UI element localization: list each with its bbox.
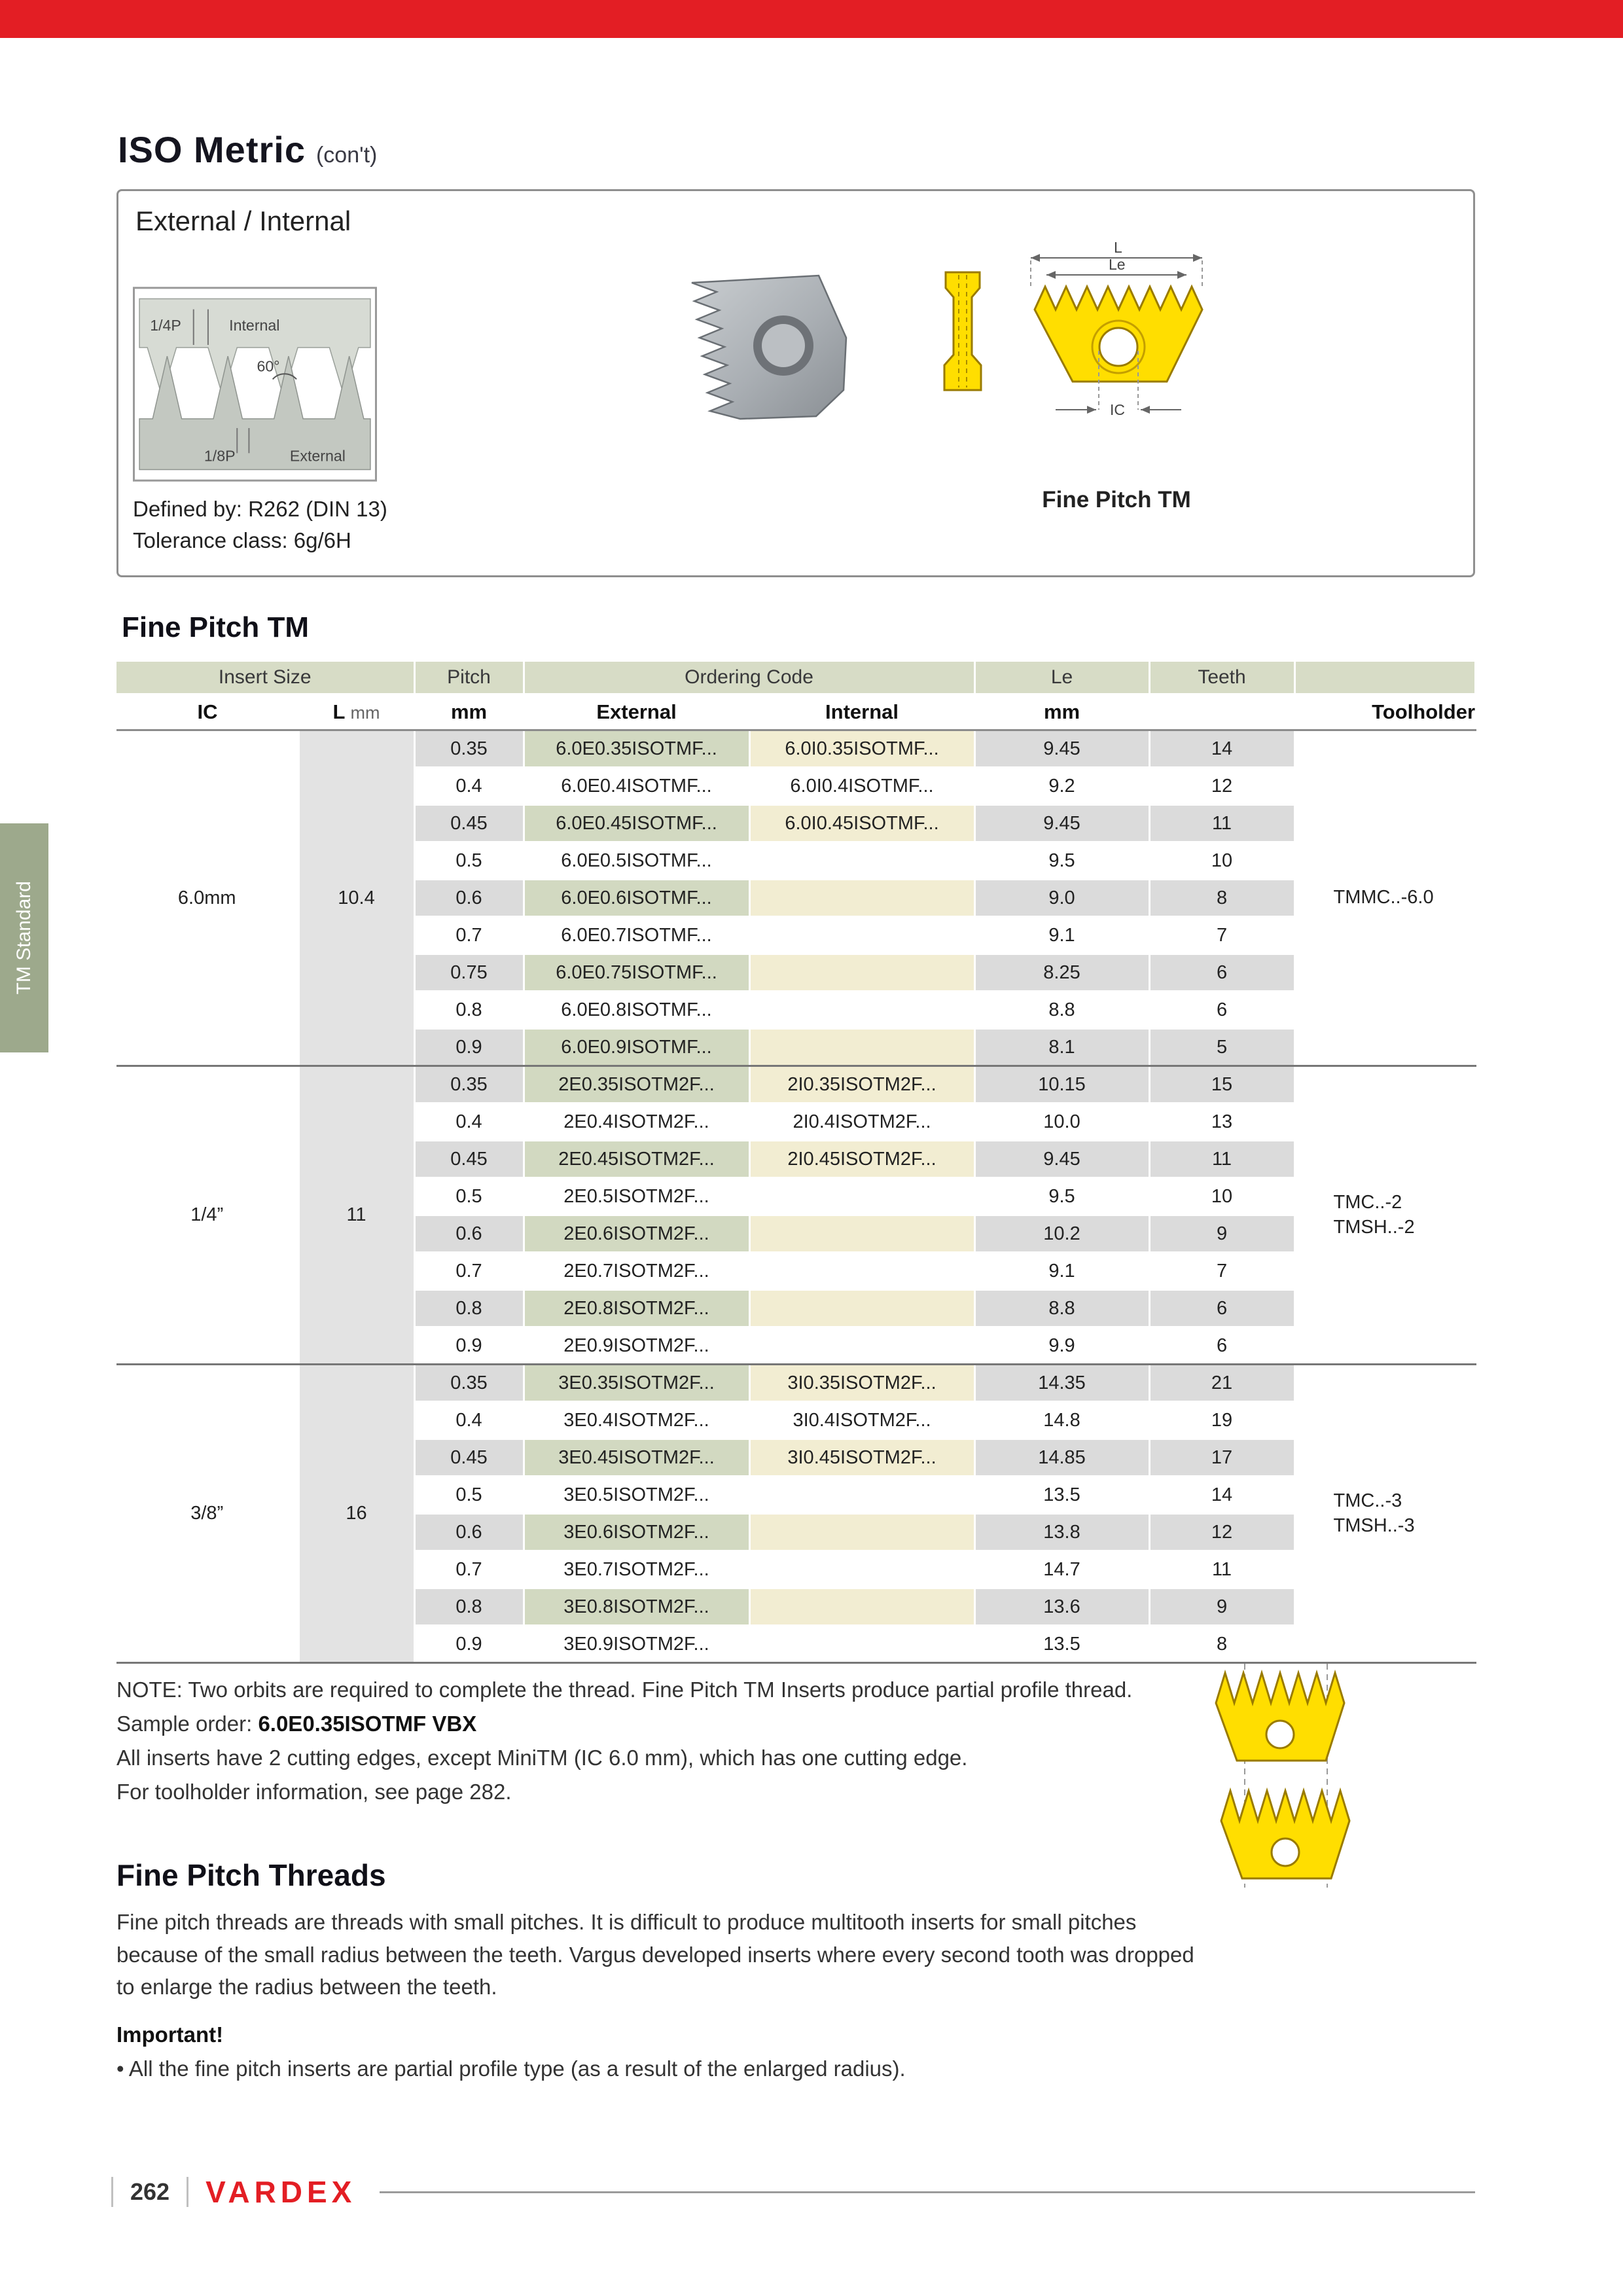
header-l-label: L — [332, 700, 346, 723]
header-ic: IC — [116, 694, 298, 730]
internal-code-cell — [749, 1327, 974, 1365]
header-teeth: Teeth — [1149, 662, 1294, 694]
teeth-cell: 12 — [1149, 768, 1294, 805]
pitch-cell: 0.5 — [414, 842, 524, 880]
le-cell: 9.5 — [974, 1178, 1149, 1215]
l-cell: 10.4 — [298, 730, 414, 1066]
header-spacer — [1294, 662, 1475, 694]
vardex-logo: VARDEX — [205, 2175, 357, 2209]
internal-code-cell — [749, 1477, 974, 1514]
toolholder-cell: TMC..-3 TMSH..-3 — [1294, 1365, 1475, 1663]
teeth-cell: 14 — [1149, 730, 1294, 768]
teeth-cell: 11 — [1149, 1551, 1294, 1588]
pitch-cell: 0.7 — [414, 1253, 524, 1290]
label-60deg: 60° — [257, 357, 280, 375]
pitch-cell: 0.35 — [414, 730, 524, 768]
external-code-cell: 2E0.4ISOTM2F... — [524, 1103, 749, 1141]
sample-order-label: Sample order: — [116, 1712, 259, 1736]
insert-dimension-drawing — [1015, 241, 1218, 431]
definition-text — [133, 493, 387, 556]
teeth-cell: 9 — [1149, 1588, 1294, 1626]
le-cell: 9.45 — [974, 805, 1149, 842]
label-quarter-pitch: 1/4P — [150, 316, 181, 334]
internal-code-cell — [749, 1215, 974, 1253]
external-code-cell: 2E0.9ISOTM2F... — [524, 1327, 749, 1365]
page-title-suffix: (con't) — [315, 143, 378, 168]
pitch-cell: 0.5 — [414, 1477, 524, 1514]
teeth-cell: 15 — [1149, 1066, 1294, 1103]
teeth-cell: 11 — [1149, 1141, 1294, 1178]
internal-code-cell — [749, 1514, 974, 1551]
external-code-cell: 3E0.4ISOTM2F... — [524, 1402, 749, 1439]
internal-code-cell: 6.0I0.35ISOTMF... — [749, 730, 974, 768]
sidebar-tab-tm-standard[interactable] — [0, 823, 48, 1052]
footer-rule — [380, 2191, 1475, 2193]
le-cell: 9.5 — [974, 842, 1149, 880]
teeth-cell: 6 — [1149, 1327, 1294, 1365]
pitch-cell: 0.75 — [414, 954, 524, 992]
header-le: Le — [974, 662, 1149, 694]
threads-section-body: Fine pitch threads are threads with small pitches. It is difficult to produce multitooth inserts for small pitches because of the small radius between the teeth. Vargus developed inserts where every second tooth was dropped to enlarge the radius between the teeth. — [116, 1910, 1194, 1999]
fine-pitch-table-body — [116, 730, 1475, 1663]
le-cell: 9.1 — [974, 1253, 1149, 1290]
le-cell: 10.2 — [974, 1215, 1149, 1253]
ic-cell: 1/4” — [116, 1066, 298, 1365]
fine-pitch-insert-illustration — [1211, 1661, 1368, 1890]
panel-caption: Fine Pitch TM — [1042, 487, 1191, 512]
threads-section-heading: Fine Pitch Threads — [116, 1858, 386, 1892]
page-title-text: ISO Metric — [118, 129, 306, 170]
internal-code-cell: 2I0.45ISOTM2F... — [749, 1141, 974, 1178]
teeth-cell: 6 — [1149, 1290, 1294, 1327]
external-code-cell: 3E0.9ISOTM2F... — [524, 1626, 749, 1663]
external-code-cell: 2E0.8ISOTM2F... — [524, 1290, 749, 1327]
pitch-cell: 0.6 — [414, 1514, 524, 1551]
external-code-cell: 6.0E0.75ISOTMF... — [524, 954, 749, 992]
internal-code-cell — [749, 1290, 974, 1327]
header-pitch: Pitch — [414, 662, 524, 694]
note-line: NOTE: Two orbits are required to complete the thread. Fine Pitch TM Inserts produce partial profile thread. — [116, 1677, 1133, 1702]
teeth-cell: 13 — [1149, 1103, 1294, 1141]
pitch-cell: 0.9 — [414, 1029, 524, 1066]
internal-code-cell: 6.0I0.4ISOTMF... — [749, 768, 974, 805]
internal-code-cell — [749, 954, 974, 992]
external-code-cell: 3E0.7ISOTM2F... — [524, 1551, 749, 1588]
le-cell: 13.5 — [974, 1477, 1149, 1514]
important-bullet: • All the fine pitch inserts are partial profile type (as a result of the enlarged radius). — [116, 2056, 906, 2081]
le-cell: 9.9 — [974, 1327, 1149, 1365]
external-code-cell: 6.0E0.7ISOTMF... — [524, 917, 749, 954]
toolholder-info-line: For toolholder information, see page 282. — [116, 1780, 512, 1804]
teeth-cell: 8 — [1149, 880, 1294, 917]
table-row — [116, 1066, 1475, 1103]
internal-code-cell — [749, 880, 974, 917]
pitch-cell: 0.4 — [414, 1103, 524, 1141]
header-teeth-spacer — [1149, 694, 1294, 730]
sample-order-line — [116, 1707, 1132, 1741]
external-code-cell: 2E0.45ISOTM2F... — [524, 1141, 749, 1178]
internal-code-cell: 3I0.35ISOTM2F... — [749, 1365, 974, 1402]
table-row — [116, 1365, 1475, 1402]
external-code-cell: 6.0E0.35ISOTMF... — [524, 730, 749, 768]
le-cell: 8.8 — [974, 992, 1149, 1029]
internal-code-cell: 3I0.4ISOTM2F... — [749, 1402, 974, 1439]
pitch-cell: 0.7 — [414, 1551, 524, 1588]
pitch-cell: 0.9 — [414, 1626, 524, 1663]
pitch-cell: 0.35 — [414, 1066, 524, 1103]
internal-code-cell — [749, 842, 974, 880]
internal-code-cell — [749, 1253, 974, 1290]
internal-code-cell — [749, 1588, 974, 1626]
l-cell: 11 — [298, 1066, 414, 1365]
external-code-cell: 2E0.7ISOTM2F... — [524, 1253, 749, 1290]
thread-profile-diagram — [133, 287, 377, 482]
pitch-cell: 0.5 — [414, 1178, 524, 1215]
le-cell: 9.1 — [974, 917, 1149, 954]
header-l-mm — [298, 694, 414, 730]
le-cell: 10.0 — [974, 1103, 1149, 1141]
page-title — [118, 128, 377, 171]
teeth-cell: 8 — [1149, 1626, 1294, 1663]
internal-code-cell: 2I0.35ISOTM2F... — [749, 1066, 974, 1103]
header-pitch-unit: mm — [414, 694, 524, 730]
l-cell: 16 — [298, 1365, 414, 1663]
sample-order-code: 6.0E0.35ISOTMF VBX — [258, 1712, 477, 1736]
header-insert-size: Insert Size — [116, 662, 414, 694]
external-code-cell: 3E0.45ISOTM2F... — [524, 1439, 749, 1477]
table-heading: Fine Pitch TM — [122, 611, 309, 643]
pitch-cell: 0.6 — [414, 1215, 524, 1253]
insert-photo-illustration — [662, 259, 878, 436]
teeth-cell: 6 — [1149, 992, 1294, 1029]
ic-cell: 6.0mm — [116, 730, 298, 1066]
le-cell: 14.8 — [974, 1402, 1149, 1439]
pitch-cell: 0.35 — [414, 1365, 524, 1402]
header-ordering-code: Ordering Code — [524, 662, 974, 694]
important-label: Important! — [116, 2022, 224, 2047]
pitch-cell: 0.6 — [414, 880, 524, 917]
table-header-row-2 — [116, 694, 1475, 730]
external-code-cell: 3E0.35ISOTM2F... — [524, 1365, 749, 1402]
footer-page-number: 262 — [130, 2178, 170, 2205]
defined-by-line: Defined by: R262 (DIN 13) — [133, 497, 387, 521]
top-red-bar — [0, 0, 1623, 38]
external-code-cell: 3E0.8ISOTM2F... — [524, 1588, 749, 1626]
teeth-cell: 21 — [1149, 1365, 1294, 1402]
internal-code-cell — [749, 1626, 974, 1663]
toolholder-cell: TMC..-2 TMSH..-2 — [1294, 1066, 1475, 1365]
external-code-cell: 6.0E0.6ISOTMF... — [524, 880, 749, 917]
teeth-cell: 10 — [1149, 1178, 1294, 1215]
pitch-cell: 0.9 — [414, 1327, 524, 1365]
header-l-unit: mm — [350, 703, 380, 723]
internal-code-cell: 3I0.45ISOTM2F... — [749, 1439, 974, 1477]
le-cell: 9.45 — [974, 1141, 1149, 1178]
le-cell: 14.7 — [974, 1551, 1149, 1588]
dim-l-label: L — [1114, 241, 1122, 256]
external-code-cell: 6.0E0.8ISOTMF... — [524, 992, 749, 1029]
tolerance-line: Tolerance class: 6g/6H — [133, 528, 351, 552]
teeth-cell: 10 — [1149, 842, 1294, 880]
internal-code-cell — [749, 1551, 974, 1588]
external-code-cell: 2E0.6ISOTM2F... — [524, 1215, 749, 1253]
pitch-cell: 0.4 — [414, 768, 524, 805]
external-code-cell: 6.0E0.9ISOTMF... — [524, 1029, 749, 1066]
label-external: External — [289, 447, 346, 465]
footer-divider — [187, 2177, 188, 2207]
cutting-edges-line: All inserts have 2 cutting edges, except MiniTM (IC 6.0 mm), which has one cutting edge. — [116, 1746, 968, 1770]
le-cell: 9.45 — [974, 730, 1149, 768]
le-cell: 8.8 — [974, 1290, 1149, 1327]
insert-side-view — [930, 268, 995, 396]
le-cell: 13.5 — [974, 1626, 1149, 1663]
internal-code-cell — [749, 917, 974, 954]
teeth-cell: 5 — [1149, 1029, 1294, 1066]
pitch-cell: 0.8 — [414, 992, 524, 1029]
internal-code-cell — [749, 992, 974, 1029]
internal-code-cell: 2I0.4ISOTM2F... — [749, 1103, 974, 1141]
pitch-cell: 0.7 — [414, 917, 524, 954]
teeth-cell: 14 — [1149, 1477, 1294, 1514]
external-internal-panel — [116, 189, 1475, 577]
internal-code-cell — [749, 1029, 974, 1066]
le-cell: 13.6 — [974, 1588, 1149, 1626]
le-cell: 14.35 — [974, 1365, 1149, 1402]
pitch-cell: 0.45 — [414, 805, 524, 842]
fine-pitch-table — [116, 662, 1476, 1664]
toolholder-cell: TMMC..-6.0 — [1294, 730, 1475, 1066]
external-code-cell: 6.0E0.45ISOTMF... — [524, 805, 749, 842]
teeth-cell: 7 — [1149, 1253, 1294, 1290]
header-external: External — [524, 694, 749, 730]
external-code-cell: 6.0E0.5ISOTMF... — [524, 842, 749, 880]
pitch-cell: 0.45 — [414, 1439, 524, 1477]
pitch-cell: 0.4 — [414, 1402, 524, 1439]
le-cell: 9.0 — [974, 880, 1149, 917]
le-cell: 14.85 — [974, 1439, 1149, 1477]
internal-code-cell: 6.0I0.45ISOTMF... — [749, 805, 974, 842]
header-toolholder: Toolholder — [1294, 694, 1475, 730]
teeth-cell: 17 — [1149, 1439, 1294, 1477]
external-code-cell: 3E0.6ISOTM2F... — [524, 1514, 749, 1551]
external-code-cell: 2E0.35ISOTM2F... — [524, 1066, 749, 1103]
footer — [111, 2174, 1475, 2210]
internal-code-cell — [749, 1178, 974, 1215]
teeth-cell: 12 — [1149, 1514, 1294, 1551]
le-cell: 10.15 — [974, 1066, 1149, 1103]
label-internal: Internal — [229, 316, 280, 334]
teeth-cell: 7 — [1149, 917, 1294, 954]
pitch-cell: 0.45 — [414, 1141, 524, 1178]
le-cell: 9.2 — [974, 768, 1149, 805]
header-le-unit: mm — [974, 694, 1149, 730]
panel-title: External / Internal — [135, 206, 351, 236]
sidebar-tab-label: TM Standard — [13, 881, 35, 995]
external-code-cell: 3E0.5ISOTM2F... — [524, 1477, 749, 1514]
footer-divider — [111, 2177, 113, 2207]
external-code-cell: 6.0E0.4ISOTMF... — [524, 768, 749, 805]
ic-cell: 3/8” — [116, 1365, 298, 1663]
pitch-cell: 0.8 — [414, 1588, 524, 1626]
le-cell: 8.25 — [974, 954, 1149, 992]
teeth-cell: 9 — [1149, 1215, 1294, 1253]
notes-block — [116, 1673, 1132, 1810]
table-row — [116, 730, 1475, 768]
le-cell: 8.1 — [974, 1029, 1149, 1066]
le-cell: 13.8 — [974, 1514, 1149, 1551]
teeth-cell: 6 — [1149, 954, 1294, 992]
header-internal: Internal — [749, 694, 974, 730]
external-code-cell: 2E0.5ISOTM2F... — [524, 1178, 749, 1215]
teeth-cell: 11 — [1149, 805, 1294, 842]
dim-ic-label: IC — [1110, 401, 1125, 418]
teeth-cell: 19 — [1149, 1402, 1294, 1439]
pitch-cell: 0.8 — [414, 1290, 524, 1327]
table-header-row-1 — [116, 662, 1475, 694]
label-eighth-pitch: 1/8P — [204, 447, 236, 465]
dim-le-label: Le — [1109, 256, 1126, 273]
